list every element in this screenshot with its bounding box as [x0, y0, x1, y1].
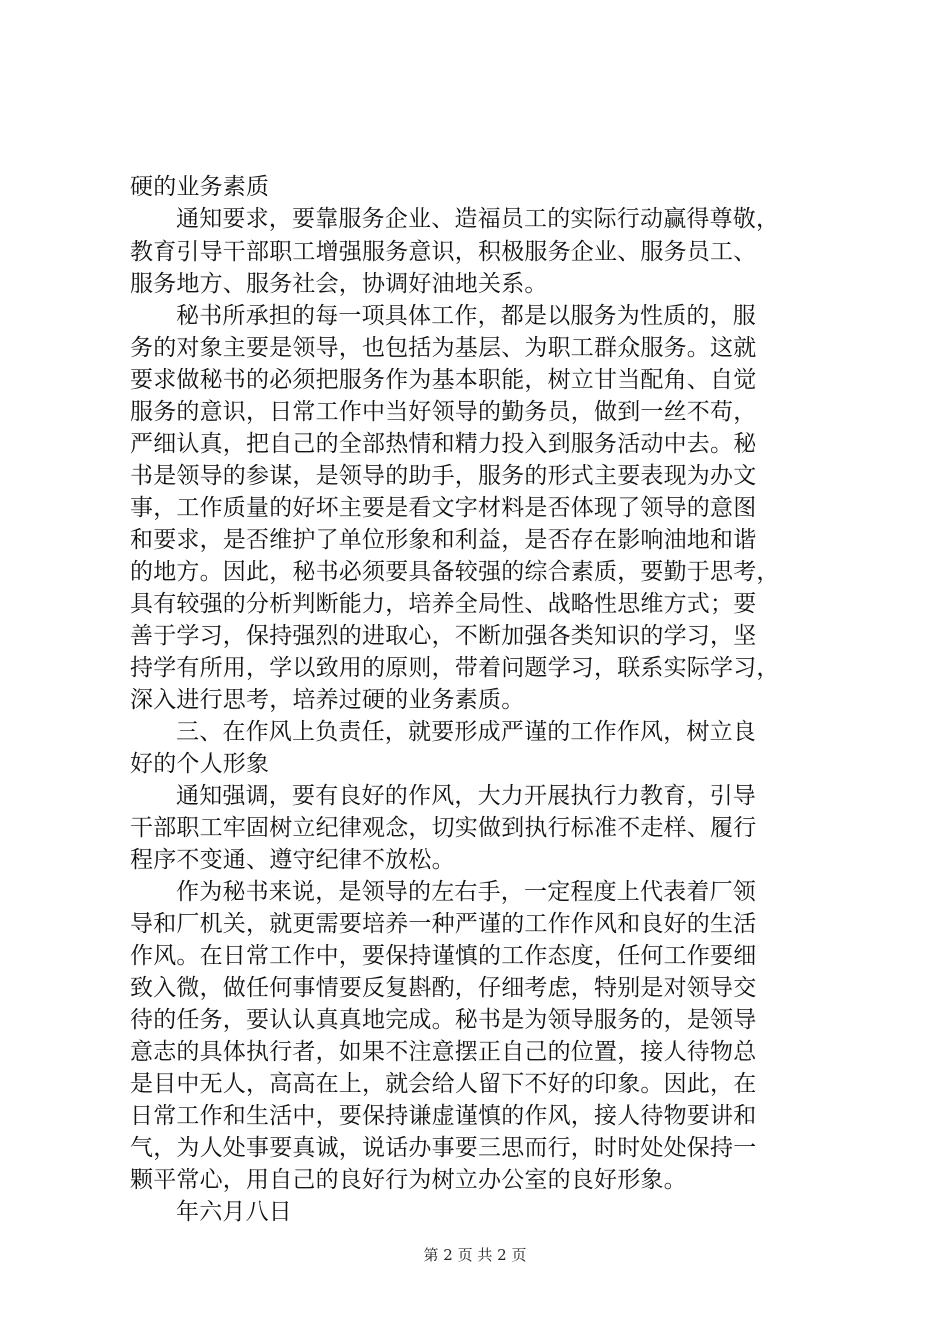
text-line: 日常工作和生活中，要保持谦虚谨慎的作风，接人待物要讲和 [130, 1103, 757, 1129]
date-line: 年六月八日 [176, 1199, 292, 1225]
text-line: 善于学习，保持强烈的进取心，不断加强各类知识的学习，坚 [130, 623, 757, 649]
text-line: 务的对象主要是领导，也包括为基层、为职工群众服务。这就 [130, 335, 757, 361]
text-line: 深入进行思考，培养过硬的业务素质。 [130, 687, 525, 713]
text-line: 是目中无人，高高在上，就会给人留下不好的印象。因此，在 [130, 1071, 757, 1097]
text-line: 严细认真，把自己的全部热情和精力投入到服务活动中去。秘 [130, 431, 757, 457]
paragraph-first-line: 通知要求，要靠服务企业、造福员工的实际行动赢得尊敬， [176, 206, 780, 232]
text-line: 硬的业务素质 [130, 174, 270, 200]
text-line: 导和厂机关，就更需要培养一种严谨的工作作风和良好的生活 [130, 911, 757, 937]
section-heading: 三、在作风上负责任，就要形成严谨的工作作风，树立良 [176, 719, 756, 745]
paragraph-first-line: 作为秘书来说，是领导的左右手，一定程度上代表着厂领 [176, 879, 756, 905]
text-line: 具有较强的分析判断能力，培养全局性、战略性思维方式；要 [130, 591, 757, 617]
text-line: 程序不变通、遵守纪律不放松。 [130, 847, 455, 873]
text-line: 作风。在日常工作中，要保持谨慎的工作态度，任何工作要细 [130, 943, 757, 969]
text-line: 服务地方、服务社会，协调好油地关系。 [130, 271, 548, 297]
page-footer: 第 2 页 共 2 页 [423, 1246, 527, 1264]
text-line: 待的任务，要认认真真地完成。秘书是为领导服务的，是领导 [130, 1007, 757, 1033]
text-line: 气，为人处事要真诚，说话办事要三思而行，时时处处保持一 [130, 1135, 757, 1161]
text-line: 持学有所用，学以致用的原则，带着问题学习，联系实际学习， [130, 655, 780, 681]
text-line: 要求做秘书的必须把服务作为基本职能，树立甘当配角、自觉 [130, 367, 757, 393]
text-line: 服务的意识，日常工作中当好领导的勤务员，做到一丝不苟， [130, 399, 757, 425]
paragraph-first-line: 通知强调，要有良好的作风，大力开展执行力教育，引导 [176, 783, 756, 809]
text-line: 干部职工牢固树立纪律观念，切实做到执行标准不走样、履行 [130, 815, 757, 841]
text-line: 书是领导的参谋，是领导的助手，服务的形式主要表现为办文 [130, 463, 757, 489]
text-line: 的地方。因此，秘书必须要具备较强的综合素质，要勤于思考， [130, 559, 780, 585]
text-line: 教育引导干部职工增强服务意识，积极服务企业、服务员工、 [130, 239, 757, 265]
paragraph-first-line: 秘书所承担的每一项具体工作，都是以服务为性质的，服 [176, 303, 756, 329]
section-heading-continued: 好的个人形象 [130, 751, 270, 777]
text-line: 意志的具体执行者，如果不注意摆正自己的位置，接人待物总 [130, 1039, 757, 1065]
text-line: 颗平常心，用自己的良好行为树立办公室的良好形象。 [130, 1167, 687, 1193]
text-line: 事，工作质量的好坏主要是看文字材料是否体现了领导的意图 [130, 495, 757, 521]
text-line: 致入微，做任何事情要反复斟酌，仔细考虑，特别是对领导交 [130, 975, 757, 1001]
text-line: 和要求，是否维护了单位形象和利益，是否存在影响油地和谐 [130, 527, 757, 553]
